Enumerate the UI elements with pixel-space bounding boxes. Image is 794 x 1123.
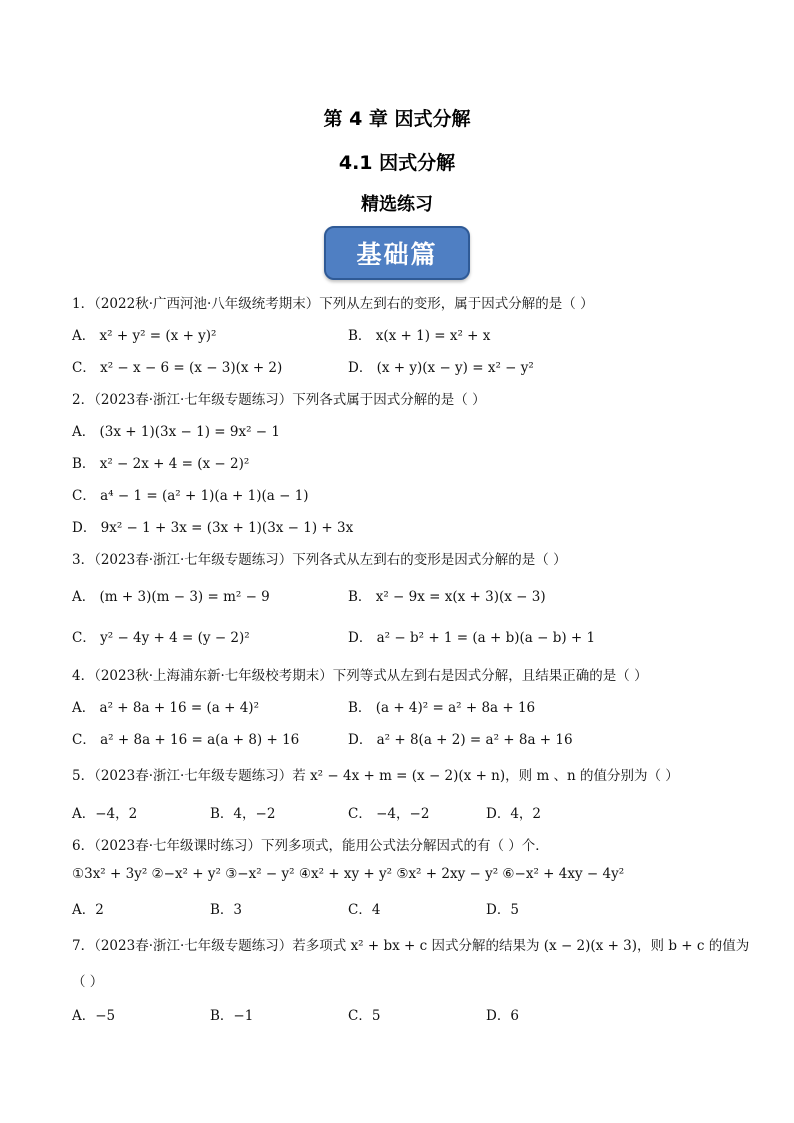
question-7-stem-continued: （ ） — [72, 974, 104, 990]
question-2-option-a[interactable]: A． (3x + 1)(3x − 1) = 9x² − 1 — [72, 424, 280, 440]
chapter-title: 第 4 章 因式分解 — [323, 108, 471, 130]
question-3-option-b[interactable]: B． x² − 9x = x(x + 3)(x − 3) — [348, 589, 546, 605]
question-6-items: ①3x² + 3y² ②−x² + y² ③−x² − y² ④x² + xy + y² ⑤x² + 2xy − y² ⑥−x² + 4xy − 4y² — [72, 866, 625, 882]
question-1-option-d[interactable]: D． (x + y)(x − y) = x² − y² — [348, 360, 534, 376]
question-2-option-b[interactable]: B． x² − 2x + 4 = (x − 2)² — [72, 456, 250, 472]
question-5-option-c[interactable]: C． −4，−2 — [348, 806, 430, 822]
question-5-option-b[interactable]: B．4，−2 — [210, 806, 276, 822]
question-3-stem: 3．（2023春·浙江·七年级专题练习）下列各式从左到右的变形是因式分解的是（ ） — [72, 552, 567, 568]
question-5-option-d[interactable]: D．4，2 — [486, 806, 542, 822]
question-2-option-c[interactable]: C． a⁴ − 1 = (a² + 1)(a + 1)(a − 1) — [72, 488, 309, 504]
question-7-option-b[interactable]: B．−1 — [210, 1008, 254, 1024]
question-6-option-d[interactable]: D．5 — [486, 902, 519, 918]
question-5-option-a[interactable]: A．−4，2 — [72, 806, 138, 822]
question-6-option-a[interactable]: A．2 — [72, 902, 104, 918]
question-3-option-c[interactable]: C． y² − 4y + 4 = (y − 2)² — [72, 630, 250, 646]
question-2-option-d[interactable]: D． 9x² − 1 + 3x = (3x + 1)(3x − 1) + 3x — [72, 520, 354, 536]
question-5-stem: 5．（2023春·浙江·七年级专题练习）若 x² − 4x + m = (x − 2)(x + n)，则 m 、n 的值分别为（ ） — [72, 768, 679, 784]
question-1-stem: 1．（2022秋·广西河池·八年级统考期末）下列从左到右的变形，属于因式分解的是（ ） — [72, 296, 594, 312]
question-7-option-a[interactable]: A．−5 — [72, 1008, 116, 1024]
section-title: 4.1 因式分解 — [338, 152, 456, 174]
level-banner: 基础篇 — [324, 226, 470, 280]
question-2-stem: 2．（2023春·浙江·七年级专题练习）下列各式属于因式分解的是（ ） — [72, 392, 486, 408]
question-4-option-d[interactable]: D． a² + 8(a + 2) = a² + 8a + 16 — [348, 732, 573, 748]
question-3-option-a[interactable]: A． (m + 3)(m − 3) = m² − 9 — [72, 589, 270, 605]
page-subtitle: 精选练习 — [361, 194, 433, 215]
question-6-option-b[interactable]: B．3 — [210, 902, 243, 918]
question-4-option-a[interactable]: A． a² + 8a + 16 = (a + 4)² — [72, 700, 259, 716]
question-4-option-c[interactable]: C． a² + 8a + 16 = a(a + 8) + 16 — [72, 732, 300, 748]
question-7-option-c[interactable]: C．5 — [348, 1008, 381, 1024]
question-7-stem: 7．（2023春·浙江·七年级专题练习）若多项式 x² + bx + c 因式分解的结果为 (x − 2)(x + 3)，则 b + c 的值为 — [72, 938, 750, 954]
question-7-option-d[interactable]: D．6 — [486, 1008, 519, 1024]
question-4-option-b[interactable]: B． (a + 4)² = a² + 8a + 16 — [348, 700, 536, 716]
question-4-stem: 4．（2023秋·上海浦东新·七年级校考期末）下列等式从左到右是因式分解，且结果正确的是（ ） — [72, 668, 648, 684]
question-1-option-a[interactable]: A． x² + y² = (x + y)² — [72, 328, 217, 344]
question-6-option-c[interactable]: C．4 — [348, 902, 381, 918]
question-3-option-d[interactable]: D． a² − b² + 1 = (a + b)(a − b) + 1 — [348, 630, 596, 646]
question-1-option-b[interactable]: B． x(x + 1) = x² + x — [348, 328, 491, 344]
question-1-option-c[interactable]: C． x² − x − 6 = (x − 3)(x + 2) — [72, 360, 283, 376]
question-6-stem: 6．（2023春·七年级课时练习）下列多项式，能用公式法分解因式的有（ ）个． — [72, 838, 549, 854]
